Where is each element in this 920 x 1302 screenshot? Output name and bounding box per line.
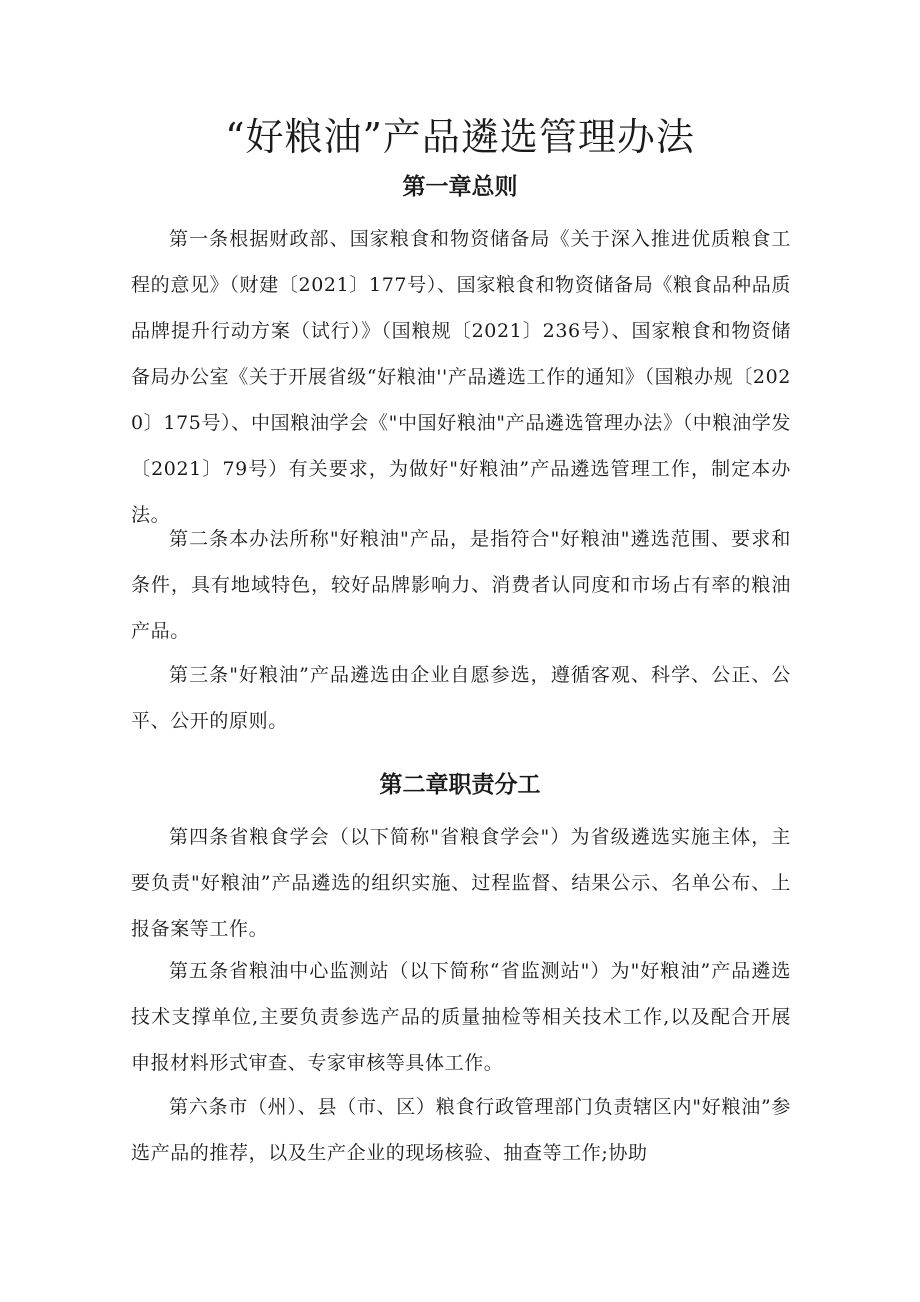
article-3: 第三条"好粮油”产品遴选由企业自愿参选，遵循客观、科学、公正、公平、公开的原则。 (131, 664, 791, 732)
article-6: 第六条市（州）、县（市、区）粮食行政管理部门负责辖区内"好粮油”参选产品的推荐，以及生产企业的现场核验、抽查等工作;协助 (131, 1096, 791, 1164)
chapter-2-heading: 第二章职责分工 (379, 772, 541, 798)
chapter-1-heading: 第一章总则 (402, 174, 518, 200)
article-4: 第四条省粮食学会（以下简称"省粮食学会"）为省级遴选实施主体，主要负责"好粮油”产品遴选的组织实施、过程监督、结果公示、名单公布、上报备案等工作。 (131, 826, 791, 940)
document-title: “好粮油”产品遴选管理办法 (225, 115, 695, 159)
article-1: 第一条根据财政部、国家粮食和物资储备局《关于深入推进优质粮食工程的意见》（财建〔2021〕177号）、国家粮食和物资储备局《粮食品种品质品牌提升行动方案（试行）》（国粮规〔2021〕236号）、国家粮食和物资储备局办公室《关于开展省级“好粮油''产品遴选工作的通知》（国粮办规〔2020〕175号）、中国粮油学会《"中国好粮油"产品遴选管理办法》（中粮油学发〔2021〕79号）有关要求，为做好"好粮油”产品遴选管理工作，制定本办法。 (131, 228, 791, 526)
article-2: 第二条本办法所称"好粮油"产品，是指符合"好粮油"遴选范围、要求和条件，具有地域特色，较好品牌影响力、消费者认同度和市场占有率的粮油产品。 (131, 528, 791, 642)
article-5: 第五条省粮油中心监测站（以下简称“省监测站"）为"好粮油”产品遴选技术支撑单位,主要负责参选产品的质量抽检等相关技术工作,以及配合开展申报材料形式审查、专家审核等具体工作。 (131, 960, 791, 1074)
